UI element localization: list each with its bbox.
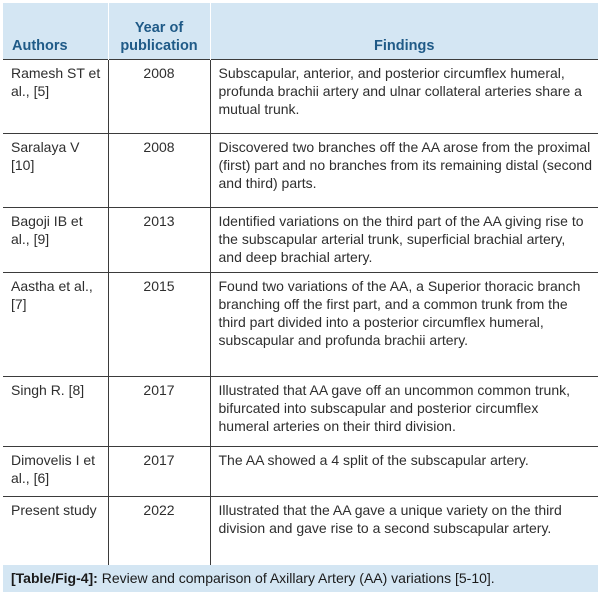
cell-authors: Bagoji IB et al., [9]: [3, 208, 108, 273]
cell-year: 2015: [108, 273, 210, 377]
cell-findings: Subscapular, anterior, and posterior circumflex humeral, profunda brachii artery and ulnar collateral arteries share a mutual trunk.: [210, 60, 598, 134]
cell-findings: Identified variations on the third part of the AA giving rise to the subscapular arterial trunk, superficial brachial artery, and deep brachial artery.: [210, 208, 598, 273]
table-caption: [3, 565, 598, 592]
header-year-line-1: Year of: [134, 20, 184, 36]
cell-findings: Illustrated that AA gave off an uncommon common trunk, bifurcated into subscapular and posterior circumflex humeral arteries on their third division.: [210, 377, 598, 447]
variations-table: [3, 3, 598, 565]
cell-authors: Dimovelis I et al., [6]: [3, 447, 108, 497]
header-findings: Findings: [210, 3, 598, 60]
cell-authors: Aastha et al., [7]: [3, 273, 108, 377]
cell-year: 2022: [108, 497, 210, 565]
cell-findings: Discovered two branches off the AA arose from the proximal (first) part and no branches from its remaining distal (second and third) parts.: [210, 134, 598, 208]
table-figure: [3, 3, 598, 592]
table-row: [3, 60, 598, 134]
cell-authors: Present study: [3, 497, 108, 565]
cell-authors: Ramesh ST et al., [5]: [3, 60, 108, 134]
header-authors: Authors: [3, 3, 108, 60]
cell-year: 2017: [108, 377, 210, 447]
cell-year: 2008: [108, 60, 210, 134]
cell-year: 2008: [108, 134, 210, 208]
table-row: [3, 273, 598, 377]
table-row: [3, 497, 598, 565]
cell-year: 2017: [108, 447, 210, 497]
table-row: [3, 377, 598, 447]
cell-year: 2013: [108, 208, 210, 273]
table-row: [3, 134, 598, 208]
cell-authors: Saralaya V [10]: [3, 134, 108, 208]
caption-text: Review and comparison of Axillary Artery (AA) variations [5-10].: [97, 569, 495, 586]
table-row: [3, 447, 598, 497]
table-row: [3, 208, 598, 273]
caption-tag: [Table/Fig-4]:: [11, 569, 98, 586]
header-year-line-2: publication: [120, 38, 198, 54]
cell-findings: Found two variations of the AA, a Superior thoracic branch branching off the first part, and a common trunk from the third part divided into a posterior circumflex humeral, subscapular and profunda brachii artery.: [210, 273, 598, 377]
cell-authors: Singh R. [8]: [3, 377, 108, 447]
cell-findings: The AA showed a 4 split of the subscapular artery.: [210, 447, 598, 497]
header-year: [108, 3, 210, 60]
cell-findings: Illustrated that the AA gave a unique variety on the third division and gave rise to a second subscapular artery.: [210, 497, 598, 565]
header-row: [3, 3, 598, 60]
